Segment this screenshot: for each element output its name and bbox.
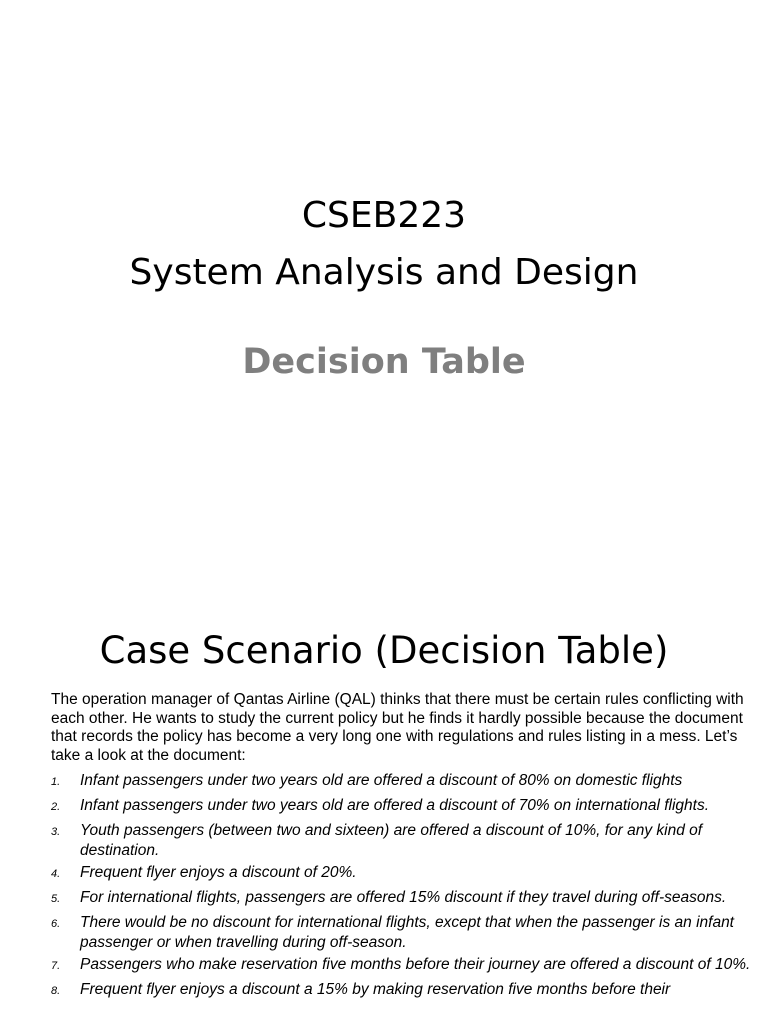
course-title: System Analysis and Design bbox=[129, 252, 639, 293]
rule-text: Frequent flyer enjoys a discount a 15% by making reservation five months before their bbox=[80, 981, 671, 998]
rule-text: Infant passengers under two years old are offered a discount of 70% on international flights. bbox=[80, 797, 709, 814]
rule-item bbox=[51, 821, 751, 860]
rule-item bbox=[51, 771, 751, 793]
rule-text: Passengers who make reservation five months before their journey are offered a discount of 10%. bbox=[80, 956, 751, 973]
course-code: CSEB223 bbox=[301, 195, 467, 236]
rule-number: 6. bbox=[51, 918, 61, 930]
rule-item bbox=[51, 796, 751, 818]
rule-text: There would be no discount for international flights, except that when the passenger is an infant passenger or when travelling during off-season. bbox=[80, 914, 734, 951]
rule-item bbox=[51, 913, 751, 952]
rule-number: 7. bbox=[51, 960, 61, 972]
intro-paragraph: The operation manager of Qantas Airline (QAL) thinks that there must be certain rules conflicting with each other. He wants to study the current policy but he finds it hardly possible because the document that records the policy has become a very long one with regulations and rules listing in a mess. Let’s take a look at the document: bbox=[51, 691, 744, 764]
rule-number: 4. bbox=[51, 868, 61, 880]
rule-number: 8. bbox=[51, 985, 61, 997]
rule-number: 2. bbox=[51, 801, 61, 813]
rule-text: Frequent flyer enjoys a discount of 20%. bbox=[80, 864, 357, 881]
rule-item bbox=[51, 955, 751, 977]
rule-number: 5. bbox=[51, 893, 61, 905]
rule-text: Youth passengers (between two and sixteen) are offered a discount of 10%, for any kind of destination. bbox=[80, 822, 703, 859]
case-scenario-slide bbox=[0, 600, 768, 1024]
rule-item bbox=[51, 980, 751, 1002]
rule-item bbox=[51, 888, 751, 910]
rules-list bbox=[51, 771, 751, 1005]
rule-item bbox=[51, 863, 751, 885]
rule-number: 3. bbox=[51, 826, 61, 838]
case-scenario-heading: Case Scenario (Decision Table) bbox=[99, 629, 669, 672]
rule-text: Infant passengers under two years old are offered a discount of 80% on domestic flights bbox=[80, 772, 683, 789]
rule-text: For international flights, passengers are offered 15% discount if they travel during off-seasons. bbox=[80, 889, 727, 906]
slide-subtitle: Decision Table bbox=[242, 342, 526, 382]
rule-number: 1. bbox=[51, 776, 61, 788]
